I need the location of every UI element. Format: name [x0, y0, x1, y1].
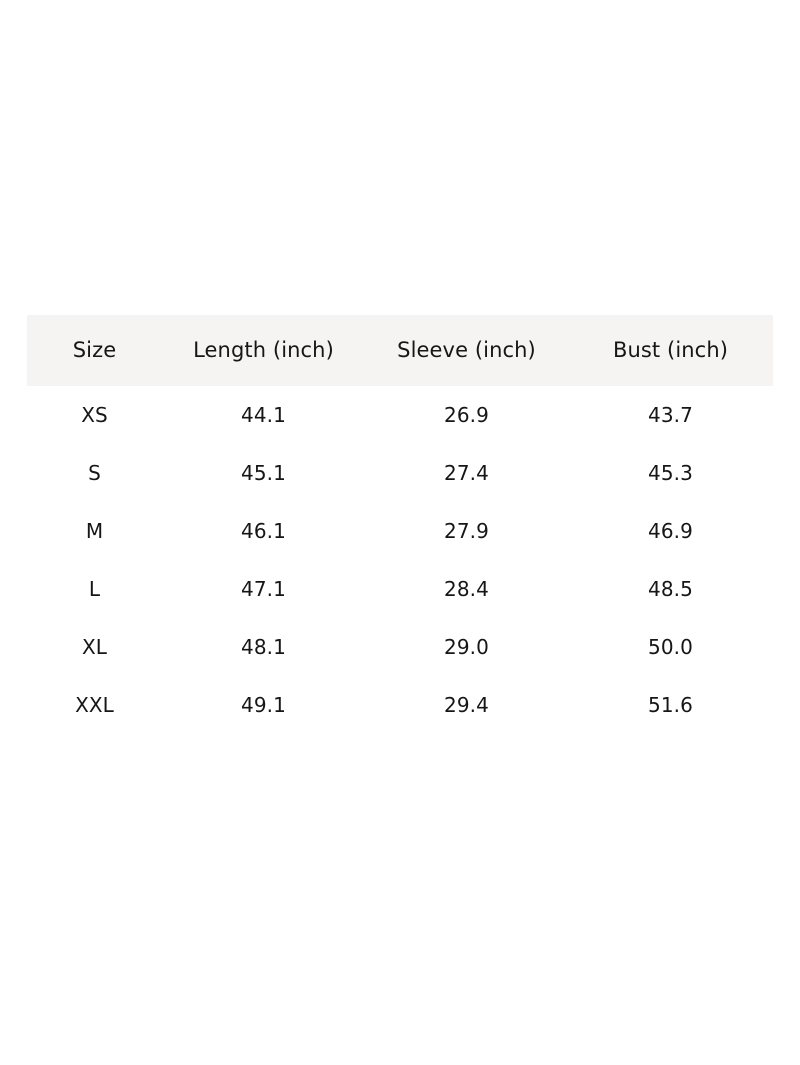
table-row	[27, 502, 773, 560]
cell-size: L	[88, 577, 101, 601]
cell-length: 45.1	[241, 461, 286, 485]
column-header-length: Length (inch)	[193, 338, 334, 362]
cell-length: 46.1	[241, 519, 286, 543]
cell-bust: 51.6	[648, 693, 693, 717]
table-row	[27, 618, 773, 676]
size-chart-body	[27, 386, 773, 734]
cell-bust: 48.5	[648, 577, 693, 601]
table-row	[27, 386, 773, 444]
cell-length: 47.1	[241, 577, 286, 601]
cell-size: XL	[81, 635, 108, 659]
cell-size: XXL	[75, 693, 114, 717]
cell-size: S	[88, 461, 101, 485]
cell-sleeve: 27.4	[444, 461, 489, 485]
table-row	[27, 676, 773, 734]
size-chart-table	[27, 315, 773, 734]
size-chart-head	[27, 315, 773, 386]
cell-bust: 46.9	[648, 519, 693, 543]
cell-sleeve: 26.9	[444, 403, 489, 427]
table-row	[27, 560, 773, 618]
cell-sleeve: 29.0	[444, 635, 489, 659]
table-row	[27, 444, 773, 502]
column-header-sleeve: Sleeve (inch)	[397, 338, 536, 362]
cell-bust: 43.7	[648, 403, 693, 427]
cell-length: 48.1	[241, 635, 286, 659]
cell-sleeve: 28.4	[444, 577, 489, 601]
table-header-row	[27, 315, 773, 386]
cell-bust: 45.3	[648, 461, 693, 485]
cell-sleeve: 29.4	[444, 693, 489, 717]
cell-sleeve: 27.9	[444, 519, 489, 543]
cell-bust: 50.0	[648, 635, 693, 659]
cell-size: XS	[81, 403, 108, 427]
size-chart-container	[27, 315, 773, 734]
column-header-bust: Bust (inch)	[612, 338, 729, 362]
column-header-size: Size	[72, 338, 117, 362]
cell-length: 49.1	[241, 693, 286, 717]
cell-length: 44.1	[241, 403, 286, 427]
cell-size: M	[85, 519, 104, 543]
